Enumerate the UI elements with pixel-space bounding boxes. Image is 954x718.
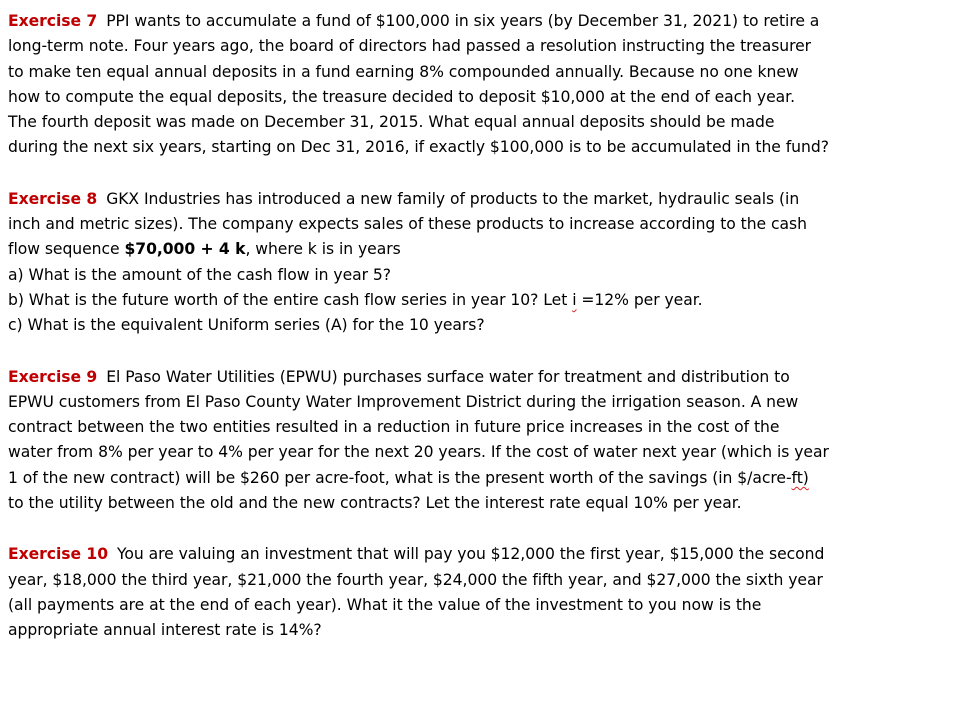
exercise-10-line-3: (all payments are at the end of each year). What it the value of the investment to you now is the: [8, 595, 762, 614]
exercise-7-line-5: The fourth deposit was made on December 31, 2015. What equal annual deposits should be made: [8, 113, 775, 132]
exercise-7-line-6: during the next six years, starting on Dec 31, 2016, if exactly $100,000 is to be accumulated in the fund?: [8, 138, 829, 157]
exercise-7: [8, 9, 946, 161]
exercise-7-line-1: [8, 9, 946, 34]
exercise-8-line-3-post: , where k is in years: [245, 240, 401, 259]
exercise-8-question-c: c) What is the equivalent Uniform series (A) for the 10 years?: [8, 316, 485, 335]
exercise-8-question-b: [8, 288, 946, 313]
exercise-7-text-1: PPI wants to accumulate a fund of $100,000 in six years (by December 31, 2021) to retire a: [106, 12, 820, 30]
exercise-9-line-3: contract between the two entities resulted in a reduction in future price increases in the cost of the: [8, 418, 780, 437]
exercise-9-line-2: EPWU customers from El Paso County Water Improvement District during the irrigation season. A new: [8, 392, 799, 411]
exercise-8-title: Exercise 8: [8, 189, 98, 208]
cash-flow-formula: $70,000 + 4 k: [124, 240, 246, 259]
exercise-9-line-1: [8, 365, 946, 390]
exercise-8-question-b-post: =12% per year.: [576, 290, 703, 309]
exercise-8: [8, 187, 946, 339]
exercise-10-line-4: appropriate annual interest rate is 14%?: [8, 621, 322, 640]
exercise-9-text-1: El Paso Water Utilities (EPWU) purchases surface water for treatment and distribution to: [106, 367, 790, 386]
exercise-9-title: Exercise 9: [8, 367, 98, 386]
exercise-9-line-5-pre: 1 of the new contract) will be $260 per acre-foot, what is the present worth of the savings (in $/acre-: [8, 468, 792, 487]
exercise-10-text-1: You are valuing an investment that will pay you $12,000 the first year, $15,000 the second: [117, 545, 825, 564]
exercise-8-question-a: a) What is the amount of the cash flow in year 5?: [8, 265, 391, 284]
exercise-8-line-3-pre: flow sequence: [8, 240, 125, 259]
exercise-7-line-3: to make ten equal annual deposits in a fund earning 8% compounded annually. Because no one knew: [8, 62, 799, 81]
exercise-9-line-6: to the utility between the old and the new contracts? Let the interest rate equal 10% per year.: [8, 494, 742, 513]
exercise-7-title: Exercise 7: [8, 12, 98, 30]
exercise-10-title: Exercise 10: [8, 545, 109, 564]
exercise-10: [8, 542, 946, 643]
exercise-8-line-3: [8, 237, 946, 262]
exercise-9-line-5: [8, 466, 946, 491]
exercise-8-text-1: GKX Industries has introduced a new family of products to the market, hydraulic seals (in: [106, 189, 800, 208]
exercise-8-line-2: inch and metric sizes). The company expects sales of these products to increase according to the cash: [8, 215, 807, 234]
exercise-9: [8, 365, 946, 517]
exercise-9-line-4: water from 8% per year to 4% per year for the next 20 years. If the cost of water next year (which is year: [8, 443, 829, 462]
spellcheck-marked-word: ft): [791, 468, 809, 487]
spellcheck-marked-word: i: [572, 290, 577, 309]
exercise-8-line-1: [8, 187, 946, 212]
exercise-10-line-1: [8, 542, 946, 567]
exercise-7-line-2: long-term note. Four years ago, the board of directors had passed a resolution instructing the treasurer: [8, 37, 812, 56]
exercise-7-line-4: how to compute the equal deposits, the treasure decided to deposit $10,000 at the end of each year.: [8, 87, 795, 106]
exercise-8-question-b-pre: b) What is the future worth of the entire cash flow series in year 10? Let: [8, 290, 573, 309]
exercise-10-line-2: year, $18,000 the third year, $21,000 the fourth year, $24,000 the fifth year, and $27,000 the sixth year: [8, 570, 823, 589]
